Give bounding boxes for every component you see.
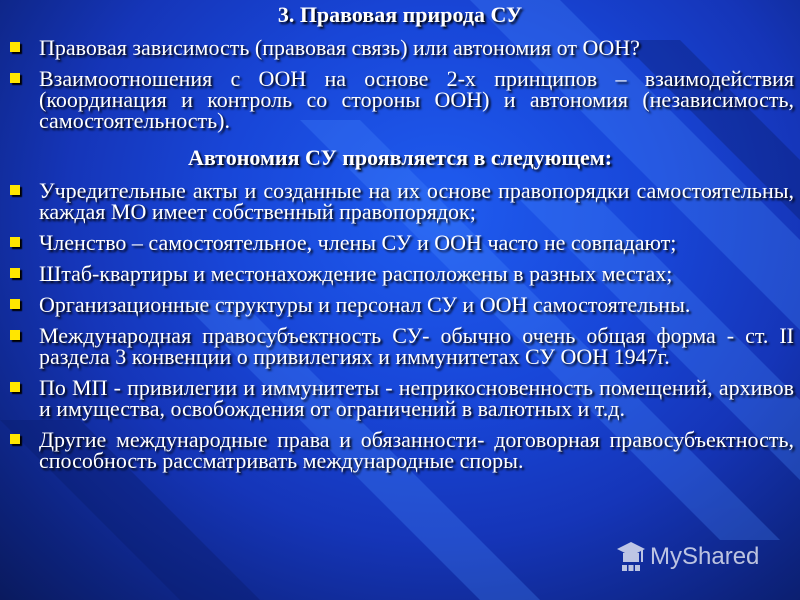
square-bullet-icon [10,330,20,340]
list-item-text: Правовая зависимость (правовая связь) или автономия от ООН? [39,35,640,60]
square-bullet-icon [10,299,20,309]
list-item-text: Членство – самостоятельное, члены СУ и ООН часто не совпадают; [39,230,677,255]
list-item [0,325,800,367]
list-item-text: Международная правосубъектность СУ- обычно очень общая форма - ст. II раздела 3 конвенции о привилегиях и иммунитетах СУ ООН 1947г. [39,323,794,369]
square-bullet-icon [10,42,20,52]
list-item-text: Организационные структуры и персонал СУ и ООН самостоятельны. [39,292,691,317]
list-item-text: По МП - привилегии и иммунитеты - неприкосновенность помещений, архивов и имущества, освобождения от ограничений в валютных и т.д. [39,375,794,421]
square-bullet-icon [10,268,20,278]
section-subheading: Автономия СУ проявляется в следующем: [187,145,613,170]
bottom-bullet-list [0,180,800,471]
list-item [0,232,800,253]
square-bullet-icon [10,185,20,195]
square-bullet-icon [10,237,20,247]
watermark-text: MyShared [650,543,760,570]
list-item-text: Взаимоотношения с ООН на основе 2-х принципов – взаимодействия (координация и контроль со стороны ООН) и автономия (независимость, самостоятельность). [39,66,794,133]
list-item-text: Учредительные акты и созданные на их основе правопорядки самостоятельны, каждая МО имеет собственный правопорядок; [39,178,794,224]
slide-title: 3. Правовая природа СУ [277,2,523,27]
square-bullet-icon [10,73,20,83]
list-item [0,294,800,315]
square-bullet-icon [10,382,20,392]
list-item-text: Другие международные права и обязанности- договорная правосубъектность, способность рассматривать международные споры. [39,427,794,473]
top-bullet-list [0,37,800,131]
mortarboard-logo-icon [616,540,646,574]
list-item [0,180,800,222]
list-item [0,68,800,131]
square-bullet-icon [10,434,20,444]
list-item [0,263,800,284]
list-item [0,429,800,471]
list-item [0,377,800,419]
list-item-text: Штаб-квартиры и местонахождение расположены в разных местах; [39,261,673,286]
watermark [616,538,796,578]
list-item [0,37,800,58]
